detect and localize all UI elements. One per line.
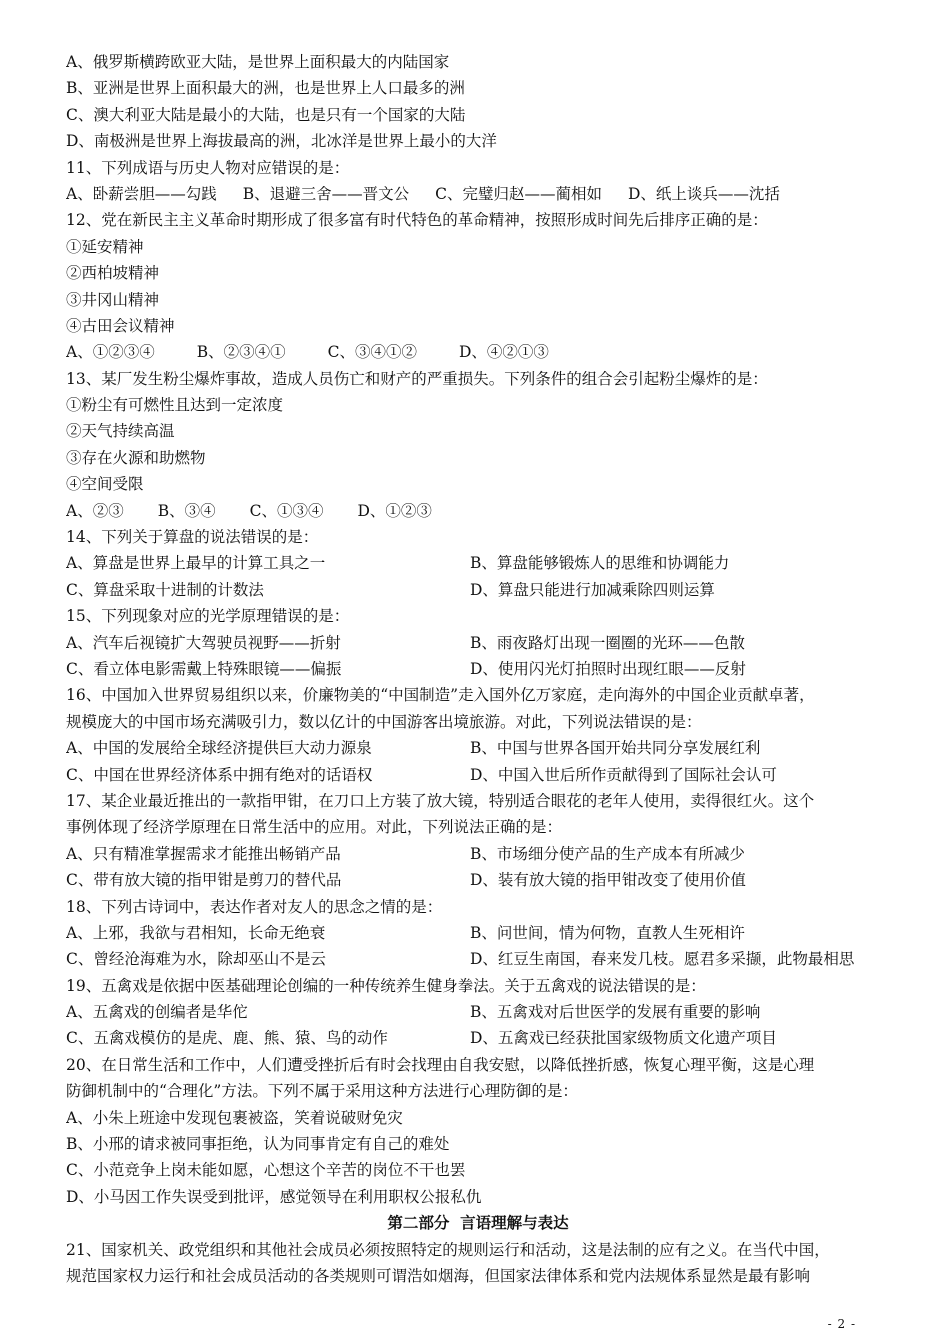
q12-item-2: ②西柏坡精神 [66,264,160,283]
q17-option-b: B、市场细分使产品的生产成本有所减少 [470,844,745,863]
q17-options-row-1 [66,841,890,867]
q12-item-3: ③井冈山精神 [66,290,160,309]
q11-options [66,181,890,207]
q19-option-d: D、五禽戏已经获批国家级物质文化遗产项目 [470,1029,777,1048]
q10-option-a: A、俄罗斯横跨欧亚大陆，是世界上面积最大的内陆国家 [66,53,450,71]
q14-option-c: C、算盘采取十进制的计数法 [66,580,264,599]
q18-option-c: C、曾经沧海难为水，除却巫山不是云 [66,950,326,969]
q14-options-row-1 [66,550,890,576]
q13-item-2: ②天气持续高温 [66,422,175,441]
q13-option-b: B、③④ [157,501,216,520]
q13-option-c: C、①③④ [249,501,324,520]
q19-options-row-1 [66,999,890,1025]
q16-option-a: A、中国的发展给全球经济提供巨大动力源泉 [66,739,372,758]
q13-item-1: ①粉尘有可燃性且达到一定浓度 [66,396,284,415]
q17-option-c: C、带有放大镜的指甲钳是剪刀的替代品 [66,871,342,890]
q14-stem: 14、下列关于算盘的说法错误的是： [66,528,319,547]
q15-option-b: B、雨夜路灯出现一圈圈的光环——色散 [470,633,745,652]
q18-options-row-1 [66,920,890,946]
q19-option-a: A、五禽戏的创编者是华佗 [66,1003,248,1022]
q19-options-row-2 [66,1025,890,1051]
q21-stem-line-2: 规范国家权力运行和社会成员活动的各类规则可谓浩如烟海，但国家法律体系和党内法规体系显然是最有影响 [66,1266,811,1285]
q15-option-d: D、使用闪光灯拍照时出现红眼——反射 [470,659,746,678]
document-page [66,49,890,1289]
q13-options [66,498,890,524]
q10-option-d: D、南极洲是世界上海拔最高的洲，北冰洋是世界上最小的大洋 [66,132,497,151]
q12-option-b: B、②③④① [196,343,286,362]
q14-option-d: D、算盘只能进行加减乘除四则运算 [470,580,715,599]
q15-option-c: C、看立体电影需戴上特殊眼镜——偏振 [66,659,342,678]
q16-options-row-1 [66,735,890,761]
q17-stem-line-2: 事例体现了经济学原理在日常生活中的应用。对此，下列说法正确的是： [66,818,563,837]
q18-option-a: A、上邪，我欲与君相知，长命无绝衰 [66,923,326,942]
q12-item-4: ④古田会议精神 [66,316,175,335]
q14-option-b: B、算盘能够锻炼人的思维和协调能力 [470,554,730,573]
section-title: 第二部分 言语理解与表达 [387,1213,569,1233]
q21-stem-line-1: 21、国家机关、政党组织和其他社会成员必须按照特定的规则运行和活动，这是法制的应有之义。在当代中国， [66,1240,830,1259]
q13-option-a: A、②③ [66,501,124,520]
q17-stem-line-1: 17、某企业最近推出的一款指甲钳，在刀口上方装了放大镜，特别适合眼花的老年人使用，卖得很红火。这个 [66,791,815,810]
q19-option-b: B、五禽戏对后世医学的发展有重要的影响 [470,1003,761,1022]
q20-option-b: B、小邢的请求被同事拒绝，认为同事肯定有自己的难处 [66,1135,450,1154]
q12-options [66,339,890,365]
q11-option-c: C、完璧归赵——蔺相如 [435,184,602,203]
q11-option-d: D、纸上谈兵——沈括 [627,184,780,203]
q15-option-a: A、汽车后视镜扩大驾驶员视野——折射 [66,633,341,652]
q11-stem: 11、下列成语与历史人物对应错误的是： [66,158,350,177]
q19-stem: 19、五禽戏是依据中医基础理论创编的一种传统养生健身拳法。关于五禽戏的说法错误的是： [66,976,706,995]
q20-stem-line-1: 20、在日常生活和工作中，人们遭受挫折后有时会找理由自我安慰，以降低挫折感，恢复心理平衡，这是心理 [66,1055,815,1074]
q17-options-row-2 [66,867,890,893]
q12-stem: 12、党在新民主主义革命时期形成了很多富有时代特色的革命精神，按照形成时间先后排序正确的是： [66,211,768,230]
q17-option-a: A、只有精准掌握需求才能推出畅销产品 [66,844,341,863]
q13-item-3: ③存在火源和助燃物 [66,448,206,467]
q18-options-row-2 [66,946,890,972]
q12-option-d: D、④②①③ [458,343,549,362]
q13-stem: 13、某厂发生粉尘爆炸事故，造成人员伤亡和财产的严重损失。下列条件的组合会引起粉尘爆炸的是： [66,369,768,388]
q18-stem: 18、下列古诗词中，表达作者对友人的思念之情的是： [66,897,443,916]
q11-option-a: A、卧薪尝胆——勾践 [66,184,217,203]
q11-option-b: B、退避三舍——晋文公 [242,184,410,203]
q14-option-a: A、算盘是世界上最早的计算工具之一 [66,554,326,573]
q13-option-d: D、①②③ [357,501,432,520]
q12-item-1: ①延安精神 [66,237,144,256]
q20-stem-line-2: 防御机制中的“合理化”方法。下列不属于采用这种方法进行心理防御的是： [66,1082,578,1101]
q15-options-row-1 [66,630,890,656]
q18-option-d: D、红豆生南国，春来发几枝。愿君多采撷，此物最相思 [470,950,855,969]
q13-item-4: ④空间受限 [66,475,144,494]
q20-option-c: C、小范竞争上岗未能如愿，心想这个辛苦的岗位不干也罢 [66,1161,466,1180]
q17-option-d: D、装有放大镜的指甲钳改变了使用价值 [470,871,746,890]
page-number: - 2 - [827,1317,856,1331]
q10-option-b: B、亚洲是世界上面积最大的洲，也是世界上人口最多的洲 [66,79,465,98]
q20-option-d: D、小马因工作失误受到批评，感觉领导在利用职权公报私仇 [66,1187,482,1206]
q12-option-a: A、①②③④ [66,343,155,362]
q16-option-b: B、中国与世界各国开始共同分享发展红利 [470,739,761,758]
q19-option-c: C、五禽戏模仿的是虎、鹿、熊、猿、鸟的动作 [66,1029,388,1048]
q14-options-row-2 [66,577,890,603]
q10-option-c: C、澳大利亚大陆是最小的大陆，也是只有一个国家的大陆 [66,105,466,124]
q16-stem-line-1: 16、中国加入世界贸易组织以来，价廉物美的“中国制造”走入国外亿万家庭，走向海外的中国企业贡献卓著， [66,686,815,705]
q16-option-c: C、中国在世界经济体系中拥有绝对的话语权 [66,765,373,784]
q18-option-b: B、问世间，情为何物，直教人生死相许 [470,923,745,942]
q20-option-a: A、小朱上班途中发现包裹被盗，笑着说破财免灾 [66,1108,403,1127]
q12-option-c: C、③④①② [327,343,417,362]
q16-options-row-2 [66,762,890,788]
q15-stem: 15、下列现象对应的光学原理错误的是： [66,607,350,626]
q15-options-row-2 [66,656,890,682]
q16-option-d: D、中国入世后所作贡献得到了国际社会认可 [470,765,777,784]
q16-stem-line-2: 规模庞大的中国市场充满吸引力，数以亿计的中国游客出境旅游。对此，下列说法错误的是： [66,712,702,731]
